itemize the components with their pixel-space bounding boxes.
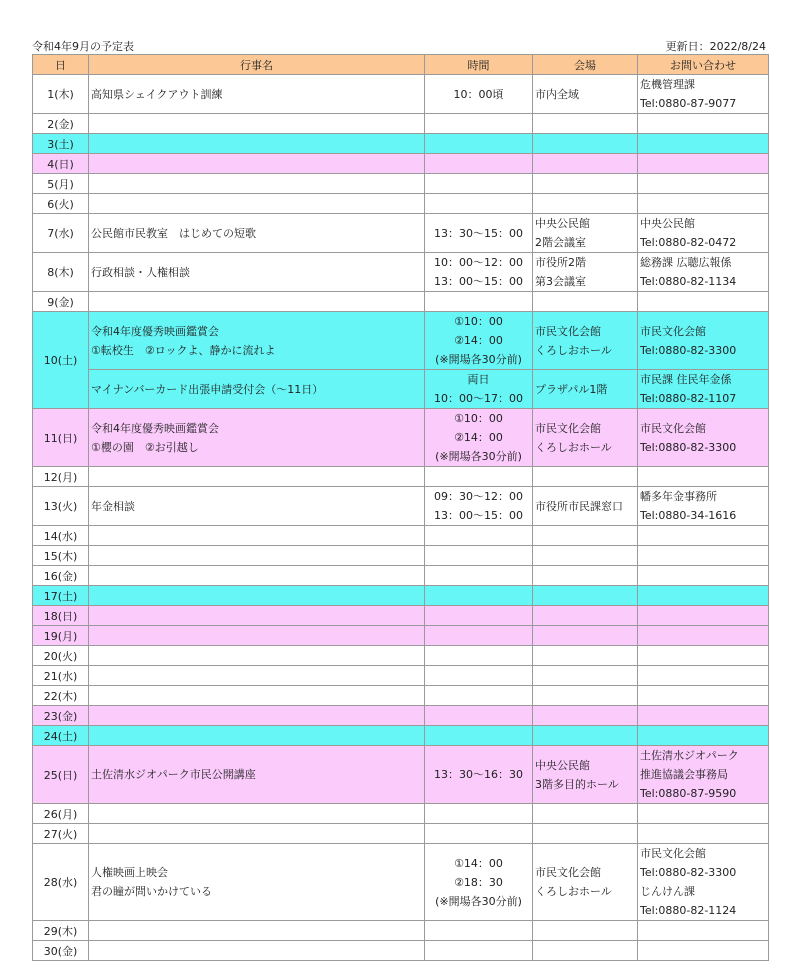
time-line: 両日 [467,373,490,386]
contact-cell [638,824,769,844]
day-cell: 11(日) [33,409,89,467]
event-line: 行政相談・人権相談 [91,265,190,279]
time-cell [425,746,533,804]
time-cell [425,686,533,706]
table-row [33,546,769,566]
event-line: 人権映画上映会 [91,866,168,879]
venue-cell [533,526,638,546]
venue-line: 3階多目的ホール [535,777,619,791]
schedule-caption: 令和4年9月の予定表 [32,40,134,53]
venue-cell [533,467,638,487]
venue-cell [533,114,638,134]
time-cell [425,134,533,154]
venue-line: 市役所市民課窓口 [535,499,623,513]
time-cell [425,194,533,214]
day-cell: 30(金) [33,941,89,961]
venue-cell [533,214,638,253]
venue-cell [533,844,638,921]
day-cell: 3(土) [33,134,89,154]
event-line: 土佐清水ジオパーク市民公開講座 [91,768,256,781]
venue-cell [533,824,638,844]
contact-cell [638,844,769,921]
event-cell [89,746,425,804]
venue-cell [533,706,638,726]
updated-date: 更新日：2022/8/24 [665,40,766,53]
contact-line: 市民文化会館 [640,324,706,338]
day-cell: 27(火) [33,824,89,844]
event-cell [89,844,425,921]
venue-cell [533,546,638,566]
event-cell [89,134,425,154]
contact-line: Tel:0880-82-3300 [640,343,737,357]
time-cell [425,174,533,194]
contact-cell [638,253,769,292]
day-cell: 12(月) [33,467,89,487]
time-cell [425,546,533,566]
time-cell [425,804,533,824]
table-row [33,409,769,467]
day-cell: 1(木) [33,75,89,114]
event-cell [89,941,425,961]
event-cell [89,546,425,566]
table-row [33,75,769,114]
table-row [33,174,769,194]
event-cell [89,824,425,844]
contact-cell [638,726,769,746]
contact-cell [638,312,769,370]
event-cell [89,487,425,526]
venue-cell [533,686,638,706]
event-line: 令和4年度優秀映画鑑賞会 [91,421,219,435]
time-cell [425,292,533,312]
contact-line: 市民課 住民年金係 [640,373,732,386]
day-cell: 25(日) [33,746,89,804]
day-cell: 5(月) [33,174,89,194]
contact-line: Tel:0880-87-9077 [640,97,737,110]
contact-cell [638,526,769,546]
column-header-day: 日 [33,55,89,75]
time-cell [425,526,533,546]
venue-line: 市役所2階 [535,256,586,269]
day-cell: 18(日) [33,606,89,626]
day-cell: 28(水) [33,844,89,921]
contact-cell [638,606,769,626]
event-line: ①転校生 ②ロックよ、静かに流れよ [91,343,276,357]
event-cell [89,292,425,312]
venue-line: くろしおホール [535,440,612,454]
event-cell [89,467,425,487]
time-cell [425,409,533,467]
time-line: (※開場各30分前) [435,450,522,463]
venue-cell [533,370,638,409]
venue-cell [533,253,638,292]
time-cell [425,253,533,292]
table-row [33,154,769,174]
table-row [33,824,769,844]
contact-cell [638,154,769,174]
venue-line: 市民文化会館 [535,421,601,435]
venue-cell [533,606,638,626]
event-cell [89,253,425,292]
venue-line: 市民文化会館 [535,866,601,879]
venue-line: 市内全域 [535,87,579,101]
contact-line: 推進協議会事務局 [640,768,728,781]
event-line: マイナンバーカード出張申請受付会（～11日） [91,382,324,396]
contact-cell [638,566,769,586]
time-cell [425,941,533,961]
day-cell: 6(火) [33,194,89,214]
day-cell: 2(金) [33,114,89,134]
table-row [33,686,769,706]
venue-line: くろしおホール [535,343,612,357]
time-cell [425,706,533,726]
contact-line: 中央公民館 [640,217,695,230]
event-cell [89,312,425,370]
day-cell: 10(土) [33,312,89,409]
table-row [33,487,769,526]
day-cell: 14(水) [33,526,89,546]
venue-line: 市民文化会館 [535,324,601,338]
time-line: (※開場各30分前) [435,353,522,366]
venue-cell [533,487,638,526]
table-row [33,726,769,746]
time-cell [425,467,533,487]
column-header-time: 時間 [425,55,533,75]
contact-cell [638,409,769,467]
venue-line: 第3会議室 [535,275,586,288]
time-line: 13：30～16：30 [434,768,523,781]
day-cell: 21(水) [33,666,89,686]
time-line: ②14：00 [454,334,503,347]
contact-cell [638,646,769,666]
time-cell [425,646,533,666]
table-row [33,804,769,824]
day-cell: 26(月) [33,804,89,824]
event-cell [89,409,425,467]
table-row [33,566,769,586]
time-cell [425,844,533,921]
time-cell [425,370,533,409]
event-cell [89,75,425,114]
time-cell [425,586,533,606]
table-header-row [33,55,769,75]
time-cell [425,606,533,626]
contact-line: Tel:0880-82-1134 [640,275,737,288]
event-cell [89,194,425,214]
contact-line: 土佐清水ジオパーク [640,749,739,762]
venue-cell [533,75,638,114]
table-row [33,586,769,606]
venue-cell [533,666,638,686]
time-line: ①10：00 [454,412,503,425]
time-line: 13：00～15：00 [434,509,523,522]
table-row [33,467,769,487]
day-cell: 22(木) [33,686,89,706]
column-header-venue: 会場 [533,55,638,75]
table-row [33,292,769,312]
event-cell [89,174,425,194]
contact-cell [638,292,769,312]
table-row [33,844,769,921]
venue-line: 中央公民館 [535,758,590,772]
table-row [33,312,769,370]
table-row [33,214,769,253]
time-cell [425,566,533,586]
table-row [33,253,769,292]
time-cell [425,75,533,114]
time-cell [425,154,533,174]
time-cell [425,626,533,646]
event-cell [89,686,425,706]
event-cell [89,526,425,546]
contact-line: Tel:0880-82-0472 [640,236,737,249]
venue-cell [533,941,638,961]
venue-cell [533,646,638,666]
table-row [33,194,769,214]
table-row [33,626,769,646]
event-cell [89,804,425,824]
event-line: ①櫻の園 ②お引越し [91,440,199,454]
event-cell [89,666,425,686]
event-cell [89,586,425,606]
table-row [33,941,769,961]
table-row [33,706,769,726]
event-line: 令和4年度優秀映画鑑賞会 [91,324,219,338]
table-row [33,746,769,804]
day-cell: 7(水) [33,214,89,253]
contact-cell [638,921,769,941]
venue-cell [533,804,638,824]
contact-cell [638,214,769,253]
contact-line: 危機管理課 [640,78,695,91]
contact-cell [638,626,769,646]
contact-line: 市民文化会館 [640,421,706,435]
venue-cell [533,312,638,370]
table-row [33,526,769,546]
contact-cell [638,134,769,154]
day-cell: 8(木) [33,253,89,292]
day-cell: 17(土) [33,586,89,606]
time-line: 10：00頃 [453,87,504,101]
table-row [33,606,769,626]
time-line: ①10：00 [454,315,503,328]
time-cell [425,824,533,844]
contact-line: Tel:0880-87-9590 [640,787,737,800]
time-line: ①14：00 [454,856,503,870]
contact-cell [638,706,769,726]
contact-line: 総務課 広聴広報係 [640,256,732,269]
event-cell [89,214,425,253]
contact-cell [638,75,769,114]
column-header-contact: お問い合わせ [638,55,769,75]
venue-line: プラザパル1階 [535,382,608,396]
venue-cell [533,726,638,746]
event-cell [89,114,425,134]
time-cell [425,312,533,370]
contact-cell [638,804,769,824]
event-cell [89,646,425,666]
event-cell [89,726,425,746]
event-line: 公民館市民教室 はじめての短歌 [91,226,256,240]
event-line: 高知県シェイクアウト訓練 [91,87,223,101]
contact-line: Tel:0880-82-3300 [640,440,737,454]
contact-cell [638,487,769,526]
contact-line: Tel:0880-34-1616 [640,509,737,522]
day-cell: 15(木) [33,546,89,566]
contact-cell [638,941,769,961]
venue-cell [533,194,638,214]
venue-line: 2階会議室 [535,236,586,249]
contact-line: Tel:0880-82-3300 [640,866,737,879]
day-cell: 20(火) [33,646,89,666]
venue-cell [533,746,638,804]
time-line: ②18：30 [454,875,503,889]
day-cell: 4(日) [33,154,89,174]
venue-cell [533,174,638,194]
time-line: 10：00～12：00 [434,256,523,269]
time-cell [425,666,533,686]
day-cell: 13(火) [33,487,89,526]
day-cell: 9(金) [33,292,89,312]
day-cell: 23(金) [33,706,89,726]
contact-line: Tel:0880-82-1107 [640,392,737,405]
venue-cell [533,134,638,154]
schedule-body [33,75,769,961]
contact-cell [638,666,769,686]
venue-cell [533,586,638,606]
contact-line: 幡多年金事務所 [640,490,717,503]
contact-cell [638,686,769,706]
venue-cell [533,626,638,646]
column-header-event: 行事名 [89,55,425,75]
time-line: 09：30～12：00 [434,490,523,503]
day-cell: 19(月) [33,626,89,646]
event-cell [89,706,425,726]
contact-cell [638,746,769,804]
time-line: (※開場各30分前) [435,894,522,908]
day-cell: 24(土) [33,726,89,746]
contact-line: 市民文化会館 [640,847,706,860]
time-cell [425,214,533,253]
venue-cell [533,566,638,586]
table-row [33,921,769,941]
contact-cell [638,467,769,487]
venue-cell [533,292,638,312]
contact-line: Tel:0880-82-1124 [640,904,737,917]
time-line: 13：30～15：00 [434,226,523,240]
event-cell [89,626,425,646]
time-line: 13：00～15：00 [434,275,523,288]
contact-cell [638,114,769,134]
contact-cell [638,546,769,566]
event-cell [89,921,425,941]
event-line: 君の瞳が問いかけている [91,885,212,898]
table-row [33,114,769,134]
time-cell [425,487,533,526]
day-cell: 29(木) [33,921,89,941]
venue-line: 中央公民館 [535,217,590,230]
venue-cell [533,409,638,467]
time-cell [425,726,533,746]
time-cell [425,921,533,941]
schedule-table [32,54,769,961]
event-cell [89,154,425,174]
table-row [33,646,769,666]
event-cell [89,566,425,586]
table-row [33,666,769,686]
event-line: 年金相談 [91,499,135,513]
contact-cell [638,586,769,606]
contact-cell [638,370,769,409]
event-cell [89,606,425,626]
table-row [33,134,769,154]
time-cell [425,114,533,134]
table-row [33,370,769,409]
venue-cell [533,921,638,941]
time-line: ②14：00 [454,431,503,444]
venue-cell [533,154,638,174]
contact-line: じんけん課 [640,885,695,898]
contact-cell [638,194,769,214]
event-cell [89,370,425,409]
time-line: 10：00～17：00 [434,392,523,405]
contact-cell [638,174,769,194]
day-cell: 16(金) [33,566,89,586]
venue-line: くろしおホール [535,885,612,898]
